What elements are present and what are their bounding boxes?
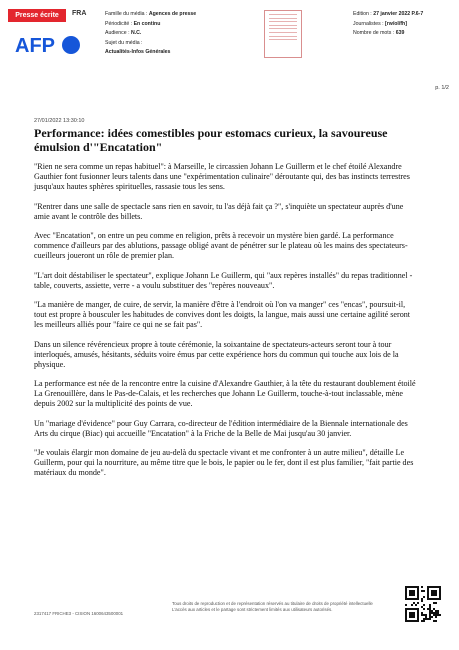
edition-value: 27 janvier 2022 P.6-7 <box>373 11 424 17</box>
paragraph: "Rien ne sera comme un repas habituel": à Marseille, le circassien Johann Le Guillerm et le chef étoilé Alexandre Gauthier font fusionner leurs talents dans une "expérimentation culinaire" déroutante qui, des bas instincts terrestres jusqu'aux hautes sphères spirituelles, rassasie tous les sens. <box>34 162 410 191</box>
language-label: FRA <box>72 10 87 17</box>
nombre-value: 639 <box>395 30 405 36</box>
qr-code-icon <box>405 586 441 622</box>
article-title: Performance: idées comestibles pour estomacs curieux, la savoureuse émulsion d'"Encatation" <box>34 126 388 154</box>
sujet-label: Sujet du média : <box>105 39 143 46</box>
rights-line: L'accès aux articles et le partage sont strictement limités aux utilisateurs autorisés. <box>172 607 333 612</box>
afp-logo <box>15 34 83 56</box>
article-datetime: 27/01/2022 13:30:10 <box>34 118 85 124</box>
footer-rights <box>172 601 387 613</box>
edition-label: Edition : <box>353 11 372 17</box>
article-thumbnail <box>264 10 302 58</box>
paragraph: "Je voulais élargir mon domaine de jeu au-delà du spectacle vivant et me confronter à un autre milieu", détaille Le Guillerm, pour qui la nourriture, au même titre que le bois, le papier ou le fer, dont il est plus familier, "fait partie des matériaux du monde". <box>34 448 414 477</box>
audience-value: N.C. <box>130 30 142 36</box>
page-number: p. 1/2 <box>435 85 449 91</box>
paragraph: "L'art doit déstabiliser le spectateur", explique Johann Le Guillerm, qui "aux repères installés" du repas traditionnel - table, couverts, assiette, verre - a voulu substituer des "repères nouveaux". <box>34 270 413 290</box>
famille-label: Famille du média : <box>105 11 148 17</box>
periodicite-label: Périodicité : <box>105 20 133 27</box>
media-info-right <box>353 10 423 39</box>
journalistes-label: Journalistes : <box>353 20 384 27</box>
paragraph: "Rentrer dans une salle de spectacle sans rien en savoir, tu l'as déjà fait ça ?", s'inquiète un spectateur auprès d'une amie avant le contrôle des billets. <box>34 201 404 221</box>
media-type-badge: Presse écrite <box>8 9 66 22</box>
journalistes-value: [rw/ol/fh] <box>385 20 407 27</box>
paragraph: Avec "Encatation", on entre un peu comme en religion, prêts à recevoir un mystère bien gardé. La performance commence d'ailleurs par des ablutions, passage obligé avant de pénétrer sur le plateau où les mains des spectateurs-cueilleurs joueront un rôle de premier plan. <box>34 231 408 260</box>
famille-value: Agences de presse <box>148 11 197 17</box>
audience-label: Audience : <box>105 30 130 36</box>
paragraph: La performance est née de la rencontre entre la cuisine d'Alexandre Gauthier, à la tête du restaurant doublement étoilé La Grenouillère, dans le Pas-de-Calais, et les recherches que Johann Le Guillerm, touche-à-tout inclassable, mène depuis 2002 sur la multiplicité des points de vue. <box>34 379 416 408</box>
article-body <box>34 162 418 488</box>
media-info-left <box>105 10 196 58</box>
logo-text: AFP <box>15 35 55 56</box>
paragraph: "La manière de manger, de cuire, de servir, la manière d'être à l'endroit où l'on va manger" ces "encas", poursuit-il, tout est propre à bousculer les habitudes de convives dont les doigts, la langue, mais aussi une certaine agilité seront les meilleurs alliés pour "faire ce qui ne se fait pas". <box>34 300 411 329</box>
footer-reference: 2317417 FRICHE3 - CISION 1600643500001 <box>34 611 124 616</box>
periodicite-value: En continu <box>133 20 161 27</box>
sujet-value: Actualités-Infos Générales <box>105 49 171 55</box>
nombre-label: Nombre de mots : <box>353 30 395 36</box>
paragraph: Un "mariage d'évidence" pour Guy Carrara, co-directeur de l'édition intermédiaire de la Biennale internationale des Arts du cirque (Biac) qui accueille "Encatation" à la Friche de la Belle de Mai jusqu'au 30 janvier. <box>34 418 408 438</box>
paragraph: Dans un silence révérencieux propre à toute cérémonie, la soixantaine de spectateurs-acteurs seront tour à tour interloqués, amusés, hésitants, séduits voire émus par cette expérience hors du commun qui touche aux lois de la physique. <box>34 339 399 369</box>
rights-line: Tous droits de reproduction et de représentation réservés au titulaire de droits de propriété intellectuelle <box>172 601 373 606</box>
